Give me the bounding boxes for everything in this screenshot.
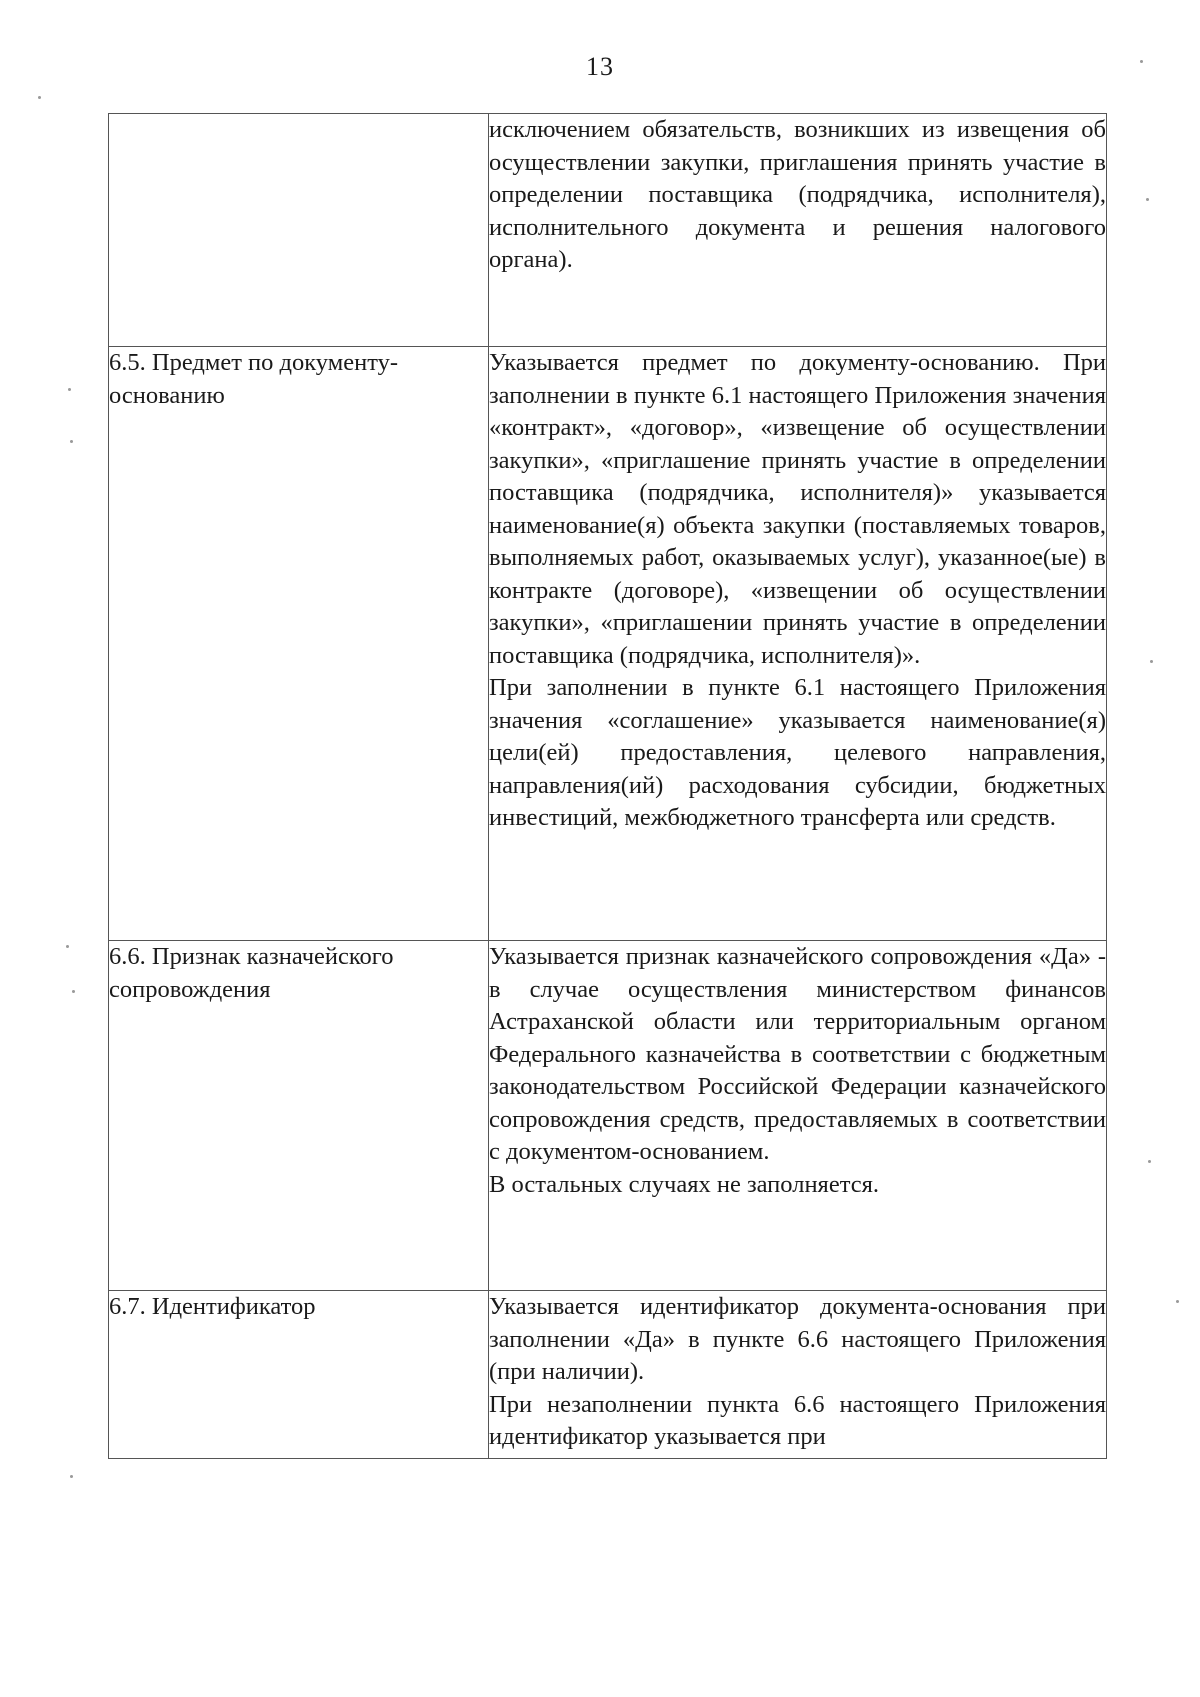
scan-speck xyxy=(1150,660,1153,663)
scan-speck xyxy=(72,990,75,993)
field-description-cell xyxy=(489,1291,1107,1459)
page-number: 13 xyxy=(586,52,614,81)
scan-speck xyxy=(38,96,41,99)
description-paragraph: При незаполнении пункта 6.6 настоящего Приложения идентификатор указывается при xyxy=(489,1390,1106,1450)
scan-speck xyxy=(70,1475,73,1478)
requirements-table xyxy=(108,113,1107,1459)
scan-speck xyxy=(66,945,69,948)
field-label: 6.5. Предмет по документу-основанию xyxy=(109,349,399,409)
scan-speck xyxy=(1140,60,1143,63)
field-label: 6.7. Идентификатор xyxy=(109,1293,316,1320)
table-row xyxy=(109,347,1107,941)
field-label-cell xyxy=(109,347,489,941)
scan-speck xyxy=(70,440,73,443)
scan-speck xyxy=(1176,1300,1179,1303)
description-paragraph: В остальных случаях не заполняется. xyxy=(489,1170,879,1198)
scan-speck xyxy=(1146,198,1149,201)
description-paragraph: Указывается идентификатор документа-основания при заполнении «Да» в пункте 6.6 настоящего Приложения (при наличии). xyxy=(489,1293,1106,1385)
table-row xyxy=(109,941,1107,1291)
field-label: 6.6. Признак казначейского сопровождения xyxy=(109,943,394,1003)
field-label-cell xyxy=(109,114,489,347)
field-label-cell xyxy=(109,941,489,1291)
table-row xyxy=(109,114,1107,347)
description-paragraph: Указывается признак казначейского сопровождения «Да» - в случае осуществления министерством финансов Астраханской области или территориальным органом Федерального казначейства в соответствии с бюджетным законодательством Российской Федерации казначейского сопровождения средств, предоставляемых в соответствии с документом-основанием. xyxy=(489,943,1106,1165)
table-row xyxy=(109,1291,1107,1459)
description-paragraph: При заполнении в пункте 6.1 настоящего Приложения значения «соглашение» указывается наименование(я) цели(ей) предоставления, целевого направления, направления(ий) расходования субсидии, бюджетных инвестиций, межбюджетного трансферта или средств. xyxy=(489,674,1106,831)
field-description-cell xyxy=(489,114,1107,347)
description-paragraph: Указывается предмет по документу-основанию. При заполнении в пункте 6.1 настоящего Приложения значения «контракт», «договор», «извещение об осуществлении закупки», «приглашение принять участие в определении поставщика (подрядчика, исполнителя)» указывается наименование(я) объекта закупки (поставляемых товаров, выполняемых работ, оказываемых услуг), указанное(ые) в контракте (договоре), «извещении об осуществлении закупки», «приглашении принять участие в определении поставщика (подрядчика, исполнителя)». xyxy=(489,349,1106,669)
field-description-cell xyxy=(489,347,1107,941)
field-label-cell xyxy=(109,1291,489,1459)
scan-speck xyxy=(68,388,71,391)
scan-speck xyxy=(1148,1160,1151,1163)
description-paragraph: исключением обязательств, возникших из извещения об осуществлении закупки, приглашения принять участие в определении поставщика (подрядчика, исполнителя), исполнительного документа и решения налогового органа). xyxy=(489,116,1106,273)
field-description-cell xyxy=(489,941,1107,1291)
